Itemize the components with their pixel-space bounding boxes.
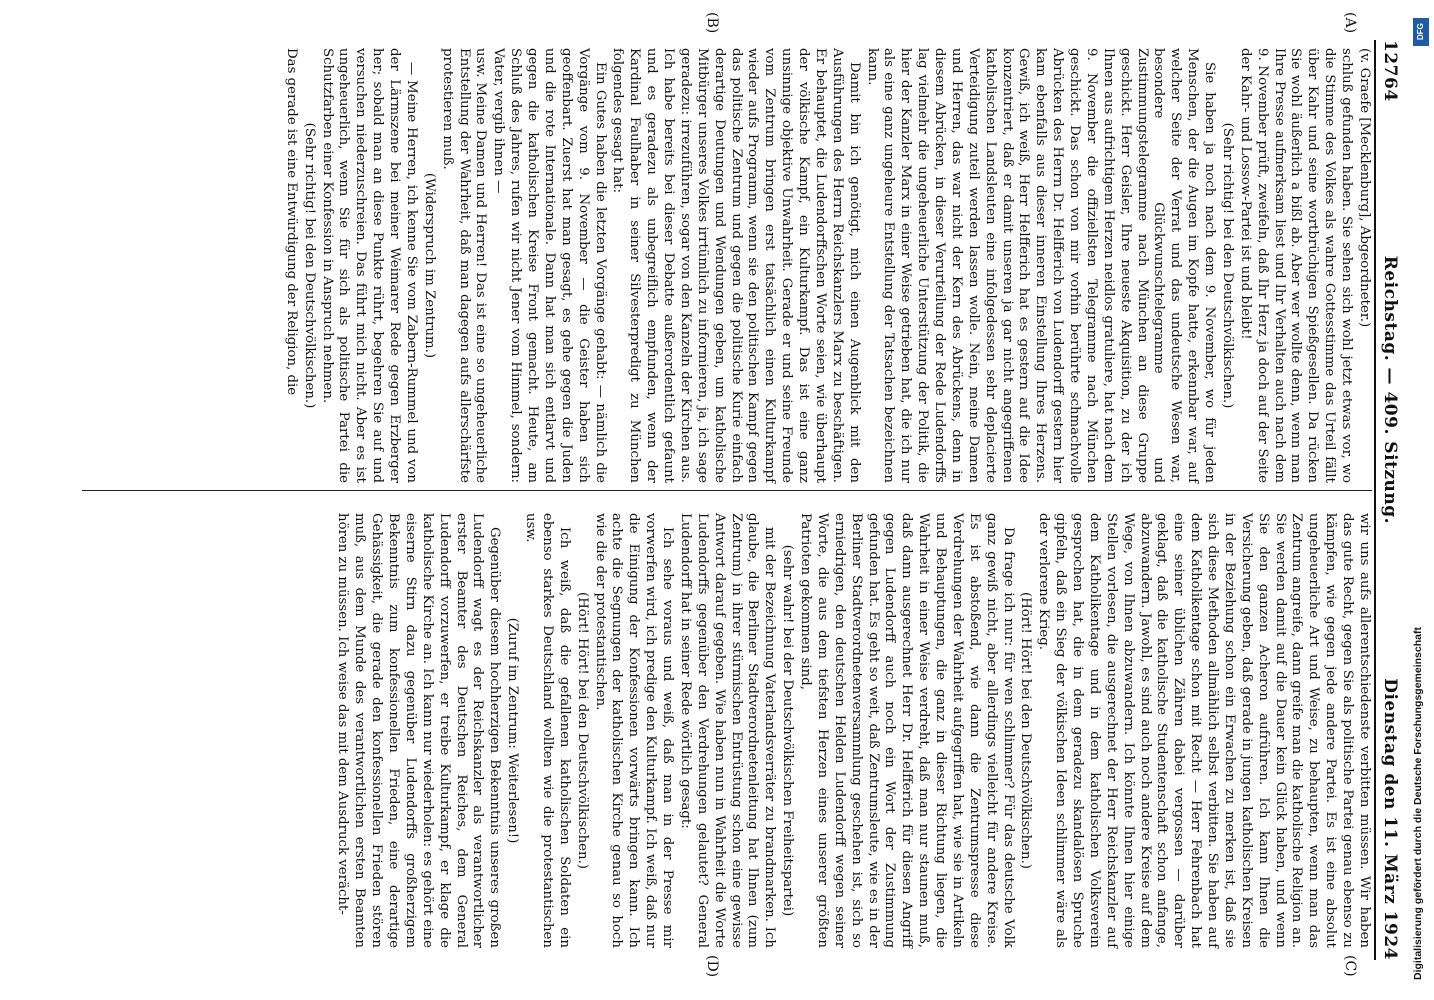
paragraph: (Sehr richtig! bei den Deutschvölkischen.)	[1220, 122, 1235, 409]
paragraph: (Sehr richtig! bei den Deutschvölkischen.)	[301, 122, 317, 409]
paragraph: usw. Meine Damen und Herren! Das ist eine so ungeheuerliche Entstellung der Wahrheit, daß man dagegen aufs allerschärfste protestieren muß.	[439, 48, 489, 483]
paragraph: Da frage ich nur: für wen schlimmer? Für das deutsche Volk ganz gewiß nicht, aber allerdings vielleicht für andere Kreise. Es ist abstoßend, wie dann die Zentrumspresse diese Verdrehungen der Wahrheit aufgegriffen hat, wie sie in Artikeln und Behauptungen, die ganz in dieser Richtung liegen, die Wahrheit in einer Weise verdreht, daß man nur staunen muß, daß dann ausgerechnet Herr Dr. Helfferich für diesen Angriff gegen Ludendorff auch noch ein Wort der Zustimmung gefunden hat. Es geht so weit, daß Zentrumsleute, wie es in der Berliner Stadtverordnetenversammlung geschehen ist, sich so erniedrigen, den deutschen Helden Ludendorff wegen seiner Worte, die aus dem tiefsten Herzen eines unserer größten Patrioten gekommen sind,	[798, 513, 1016, 948]
digitization-sidebar	[1412, 10, 1430, 990]
paragraph: (Zuruf im Zentrum: Weiterlesen!)	[505, 617, 521, 844]
paragraph: (Hört! Hört! bei den Deutschvölkischen.)	[1018, 592, 1034, 869]
digitization-credit: Digitalisierung gefördert durch die Deutsche Forschungsgemeinschaft	[1412, 627, 1424, 980]
margin-marker-b: (B)	[704, 12, 720, 34]
paragraph: Damit bin ich genötigt, mich einen Augenblick mit den Ausführungen des Herrn Reichskanzlers Marx zu beschäftigen. Er behauptet, die Ludendorffschen Worte seien, wie überhaupt der völkische Kampf, ein Kulturkampf. Das ist eine ganz unsinnige objektive Unwahrheit. Gerade er und seine Freunde vom Zentrum bringen erst tatsächlich einen Kulturkampf wieder aufs Programm, wenn sie den politischen Kampf gegen das politische Zentrum und gegen die politische Kurie einfach derartige Deutungen und Wendungen geben, um katholische Mitbürger unseres Volkes irrtümlich zu informieren, ja, ich sage geradezu: irrezuführen, sogar von den Kanzeln der Kirchen aus. Ich habe bereits bei dieser Debatte außerordentlich gefaunt und es geradezu als unbegreiflich empfunden, wenn der Kardinal Faulhaber in seiner Silvesterpredigt zu München folgendes gesagt hat:	[610, 48, 862, 483]
paragraph: (sehr wahr! bei der Deutschvölkischen Freiheitspartei)	[780, 544, 796, 917]
paragraph: (v. Graefe [Mecklenburg], Abgeordneter.)	[1357, 48, 1372, 328]
right-column	[333, 513, 1372, 948]
session-date: Dienstag den 11. März 1924	[1380, 678, 1400, 960]
paragraph: Ich sehe voraus und weiß, daß man in der Presse mir vorwerfen wird, ich predige den Kulturkampf. Ich weiß, daß nur die Einigung der Konfessionen vorwärts bringen kann. Ich achte die Segnungen der katholischen Kirche genau so hoch wie die der protestantischen.	[592, 513, 676, 948]
page-content	[60, 0, 1420, 1000]
margin-marker-c: (C)	[1342, 955, 1358, 977]
dfg-logo: DFG	[1413, 18, 1429, 46]
paragraph: wir uns aufs allerentschiedenste verbitten müssen. Wir haben das gute Recht, gegen Sie als politische Partei genau ebenso zu kämpfen, wie gegen jede andere Partei. Es ist eine absolut ungeheuerliche Art und Weise, zu behaupten, wenn man das Zentrum angreife, dann greife man die katholische Religion an. Sie werden damit auf die Dauer kein Glück haben, und wenn Sie den ganzen Acheron aufrühren. Ich kann Ihnen die Versicherung geben, daß gerade in jungen katholischen Kreisen in der Beziehung schon ein Erwachen zu merken ist, daß sie sich diese Methoden allmählich selbst verbitten. Sie haben auf dem Katholikentage schon mit Recht — Herr Fehrenbach hat eine seiner üblichen Zähren dabei vergossen — darüber geklagt, daß die katholische Studentenschaft schon anfange, abzuwandern. Jawohl, es sind auch noch andere Kreise auf dem Wege, von Ihnen abzuwandern. Ich könnte Ihnen hier einige Stellen vorlesen, die ausgerechnet der Herr Reichskanzler auf dem Katholikentage und in dem katholischen Volksverein gesprochen hat, die in dem geradezu skandalösen Spruche gipfeln, daß ein Sieg der völkischen Ideen schlimmer wäre als der verlorene Krieg.	[1036, 513, 1372, 948]
paragraph: Gegenüber diesem hochherzigen Bekenntnis unseres großen Ludendorff wagt es der Reichskanzler als verantwortlicher erster Beamter des Deutschen Reiches, dem General Ludendorff vorzuwerfen, er treibe Kulturkampf, er klage die katholische Kirche an. Ich kann nur wiederholen: es gehört eine eiserne Stirn dazu gegenüber Ludendorffs großherzigem Bekenntnis zum konfessionellen Frieden, eine derartige Gehässigkeit, die gerade den konfessionellen Frieden stören muß, aus dem Munde des verantwortlichen ersten Beamten hören zu müssen. Ich weise das mit dem Ausdruck verächt-	[335, 513, 503, 948]
paragraph: Das gerade ist eine Entwürdigung der Religion, die	[283, 48, 299, 396]
paragraph: — Meine Herren, ich kenne Sie vom Zabern-Rummel und von der Lärmszene bei meiner Weimarer Rede gegen Erzberger her; sobald man an diese Punkte rührt, begehren Sie auf und versuchen niederzuschreien. Das führt mich nicht. Aber es ist ungeheuerlich, wenn Sie für sich als politische Partei die Schutzfarben einer Konfession in Anspruch nehmen.	[319, 48, 419, 483]
column-divider	[82, 490, 1372, 491]
paragraph: schluß gefunden haben. Sie sehen sich wohl jetzt etwas vor, wo die Stimme des Volkes als wahre Gottesstimme das Urteil fällt über Kahr und seine wortbrüchigen Spießgesellen. Da rücken Sie wohl äußerlich a bißl ab. Aber wer wollte denn, wenn man Ihre Presse aufmerksam liest und Ihr Verhalten auch nach dem 9. November prüft, zweifeln, daß Ihr Herz ja doch auf der Seite der Kahr- und Lossow-Partei ist und bleibt!	[1237, 48, 1355, 483]
rotated-page	[60, 0, 1420, 1000]
page-header	[1374, 40, 1414, 960]
margin-marker-a: (A)	[1342, 12, 1358, 34]
paragraph: Ein Gutes haben die letzten Vorgänge gehabt: — nämlich die Vorgänge vom 9. November — die Geister haben sich geoffenbart. Zuerst hat man gesagt, es gehe gegen die Juden und die rote Internationale. Dann hat man sich entlarvt und gegen die katholischen Kreise Front gemacht. Heute, am Schluß des Jahres, rufen wir nicht Jener vom Himmel, sondern: Vater, vergib ihnen —	[491, 48, 608, 483]
paragraph: mit der Bezeichnung Vaterlandsverräter zu brandmarken. Ich glaube, die Berliner Stadtverordnetenleitung hat Ihnen (zum Zentrum) in ihrer stürmischen Entrüstung schon eine gewisse Antwort darauf gegeben. Wie haben nun in Wahrheit die Worte Ludendorffs gegenüber den Verdrehungen gelautet? General Ludendorff hat in seiner Rede wörtlich gesagt:	[678, 513, 778, 948]
paragraph: (Hört! Hört! bei den Deutschvölkischen.)	[574, 592, 590, 869]
left-column	[281, 48, 1372, 483]
page-number: 12764	[1380, 40, 1400, 102]
session-title: Reichstag. — 409. Sitzung.	[1380, 255, 1400, 525]
margin-marker-d: (D)	[704, 955, 720, 978]
paragraph: Sie haben ja noch nach dem 9. November, wo für jeden Menschen, der die Augen im Kopfe hatte, erkennbar war, auf welcher Seite der Verrat und das undeutsche Wesen war, besondere Glückwunschtelegramme und Zustimmungstelegramme nach München an diese Gruppe geschickt. Herr Geisler, Ihre neueste Akquisition, zu der ich Ihnen aus aufrichtigem Herzen neidlos gratuliere, hat nach dem 9. November die offiziellsten Telegramme nach München geschickt. Das schon von mir vorhin berührte schmachvolle Abrücken des Herrn Dr. Helfferich von Ludendorff gestern hier kam ebenfalls aus dieser inneren Einstellung Ihres Herzens. Gewiß, ich weiß, Herr Helfferich hat es gestern auf die Idee konzentriert, daß er damit unseren ja gar nicht angegriffenen katholischen Landsleuten eine infolgedessen sehr deplacierte Verteidigung zuteil werden lassen wolle. Nein, meine Damen und Herren, das war nicht der Kern des Abrückens, denn in diesem Abrücken, in dieser Verurteilung der Rede Ludendorffs lag vielmehr die ungeheuerliche Unterstützung der Politik, die hier der Kanzler Marx in einer Weise getrieben hat, die ich nur als eine ganz ungeheure Entstellung der Tatsachen bezeichnen kann.	[864, 48, 1218, 483]
paragraph: (Widerspruch im Zentrum.)	[421, 172, 437, 359]
paragraph: Ich weiß, daß die gefallenen katholischen Soldaten ein ebenso starkes Deutschland wollten wie die protestantischen usw.	[523, 513, 572, 948]
